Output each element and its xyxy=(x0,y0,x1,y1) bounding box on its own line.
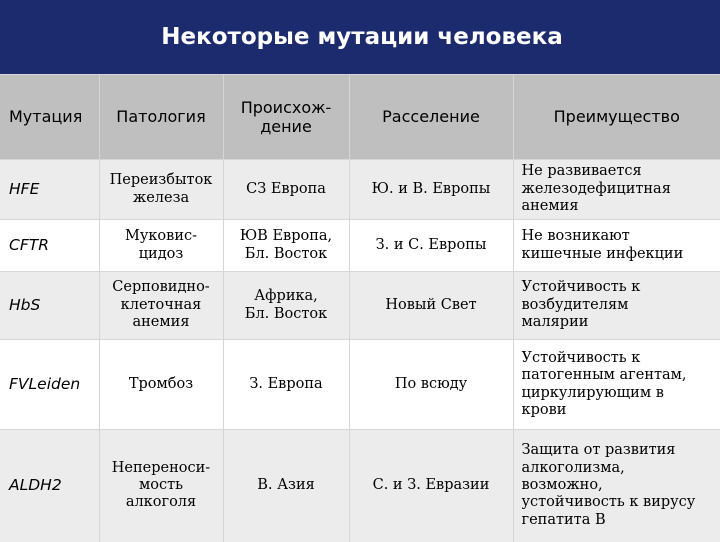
pathology-cell-line: железа xyxy=(132,189,190,206)
mutation-cell: HFE xyxy=(0,160,99,220)
advantage-cell xyxy=(513,430,720,542)
origin-cell-line: В. Азия xyxy=(257,477,315,494)
pathology-cell-line: алкоголя xyxy=(125,494,197,511)
pathology-cell-line: Переизбыток xyxy=(109,172,213,189)
advantage-cell-line: малярии xyxy=(521,314,589,331)
advantage-cell-line: возможно, xyxy=(521,477,603,494)
table-header-row xyxy=(0,75,720,160)
advantage-cell-line: гепатита В xyxy=(521,511,606,528)
mutation-cell: FVLeiden xyxy=(0,340,99,430)
table-row xyxy=(0,160,720,220)
table-row xyxy=(0,340,720,430)
pathology-cell-line: Тромбоз xyxy=(128,375,194,392)
origin-cell-line: Бл. Восток xyxy=(244,245,328,262)
origin-cell xyxy=(223,220,349,272)
advantage-cell xyxy=(513,160,720,220)
spread-cell-line: З. и С. Европы xyxy=(375,236,487,253)
advantage-cell-line: железодефицитная xyxy=(521,180,671,197)
pathology-cell xyxy=(99,160,223,220)
origin-cell xyxy=(223,160,349,220)
advantage-cell-line: Не возникают xyxy=(521,228,630,245)
advantage-cell xyxy=(513,220,720,272)
origin-cell xyxy=(223,340,349,430)
spread-cell xyxy=(349,430,513,542)
header-spread: Расселение xyxy=(349,75,513,160)
header-origin: Происхож- дение xyxy=(223,75,349,160)
pathology-cell-line: цидоз xyxy=(138,245,184,262)
spread-cell xyxy=(349,160,513,220)
spread-cell-line: Новый Свет xyxy=(385,296,477,313)
advantage-cell-line: крови xyxy=(521,401,567,418)
pathology-cell-line: анемия xyxy=(132,314,190,331)
pathology-cell-line: Непереноси- xyxy=(111,459,211,476)
table-row xyxy=(0,272,720,340)
advantage-cell-line: возбудителям xyxy=(521,296,629,313)
origin-cell-line: ЮВ Европа, xyxy=(239,228,333,245)
table-row xyxy=(0,220,720,272)
table-row xyxy=(0,430,720,542)
mutations-table xyxy=(0,74,720,542)
pathology-cell xyxy=(99,272,223,340)
mutation-cell: ALDH2 xyxy=(0,430,99,542)
pathology-cell-line: Муковис- xyxy=(124,228,198,245)
spread-cell-line: Ю. и В. Европы xyxy=(371,180,491,197)
pathology-cell-line: Серповидно- xyxy=(112,279,210,296)
advantage-cell-line: Устойчивость к xyxy=(521,279,641,296)
pathology-cell xyxy=(99,340,223,430)
origin-cell xyxy=(223,430,349,542)
spread-cell xyxy=(349,272,513,340)
advantage-cell-line: циркулирующим в xyxy=(521,384,664,401)
header-advantage: Преимущество xyxy=(513,75,720,160)
advantage-cell xyxy=(513,340,720,430)
pathology-cell xyxy=(99,220,223,272)
origin-cell-line: Бл. Восток xyxy=(244,305,328,322)
advantage-cell-line: алкоголизма, xyxy=(521,459,625,476)
advantage-cell xyxy=(513,272,720,340)
advantage-cell-line: Устойчивость к xyxy=(521,349,641,366)
advantage-cell-line: Не развивается xyxy=(521,163,642,180)
advantage-cell-line: Защита от развития xyxy=(521,442,676,459)
advantage-cell-line: анемия xyxy=(521,198,579,215)
origin-cell-line: СЗ Европа xyxy=(246,180,326,197)
advantage-cell-line: кишечные инфекции xyxy=(521,245,684,262)
spread-cell-line: По всюду xyxy=(394,375,468,392)
spread-cell xyxy=(349,340,513,430)
advantage-cell-line: устойчивость к вирусу xyxy=(521,494,696,511)
advantage-cell-line: патогенным агентам, xyxy=(521,367,687,384)
mutation-cell: HbS xyxy=(0,272,99,340)
pathology-cell-line: клеточная xyxy=(120,296,202,313)
pathology-cell-line: мость xyxy=(138,477,184,494)
spread-cell-line: С. и З. Евразии xyxy=(372,477,490,494)
origin-cell xyxy=(223,272,349,340)
header-mutation: Мутация xyxy=(0,75,99,160)
origin-cell-line: Африка, xyxy=(254,288,318,305)
spread-cell xyxy=(349,220,513,272)
pathology-cell xyxy=(99,430,223,542)
origin-cell-line: З. Европа xyxy=(249,375,323,392)
mutation-cell: CFTR xyxy=(0,220,99,272)
header-pathology: Патология xyxy=(99,75,223,160)
slide-title: Некоторые мутации человека xyxy=(0,0,720,74)
